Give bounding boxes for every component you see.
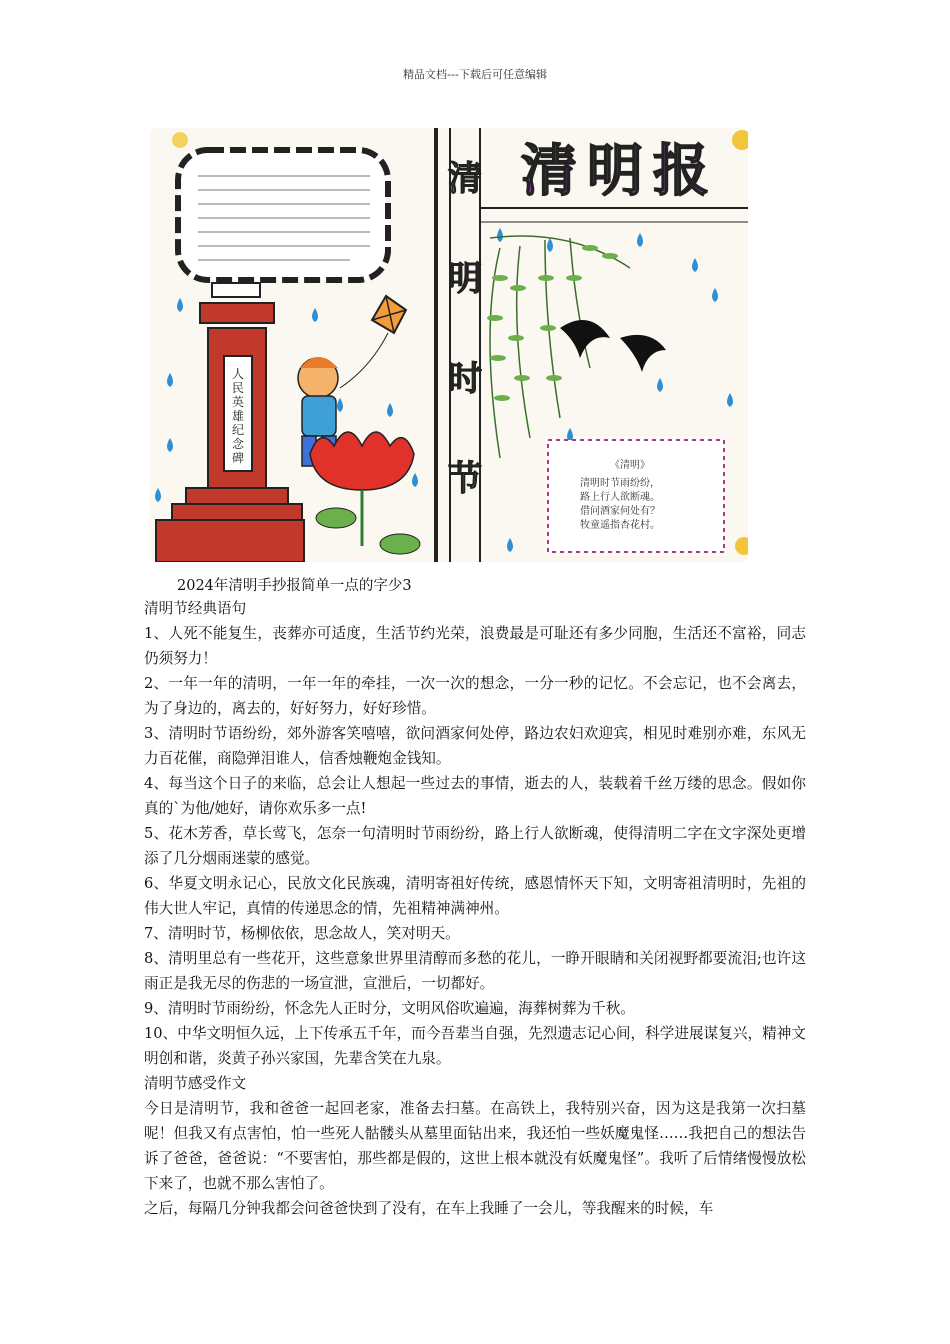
- paragraph: 9、清明时节雨纷纷，怀念先人正时分，文明风俗吹遍遍，海葬树葬为千秋。: [144, 1000, 635, 1017]
- monument-char: 碑: [231, 451, 245, 465]
- paragraph: 10、中华文明恒久远，上下传承五千年，而今吾辈当自强，先烈遗志记心间，科学进展谋复兴，精神文明创和谐，炎黄子孙兴家国，先辈含笑在九泉。: [144, 1025, 806, 1067]
- monument-char: 民: [231, 381, 245, 395]
- monument-char: 人: [231, 367, 245, 381]
- poem-title: 《清明》: [610, 460, 650, 471]
- monument-char: 纪: [231, 423, 245, 437]
- monument-char: 念: [231, 437, 245, 451]
- vertical-title-char: 时: [448, 359, 482, 399]
- article-body: [144, 596, 806, 1221]
- paragraph: 5、花木芳香，草长莺飞，怎奈一句清明时节雨纷纷，路上行人欲断魂，使得清明二字在文字深处更增添了几分烟雨迷蒙的感觉。: [144, 825, 806, 867]
- paragraph: 7、清明时节，杨柳依依，思念故人，笑对明天。: [144, 925, 460, 942]
- vertical-title-char: 清: [448, 159, 482, 199]
- paragraph: 3、清明时节语纷纷，郊外游客笑嘻嘻，欲问酒家何处停，路边农妇欢迎宾，相见时难别亦难，东风无力百花催，商隐弹泪谁人，信香烛鞭炮金钱知。: [144, 725, 806, 767]
- vertical-title-char: 节: [448, 459, 482, 499]
- poem-line: 清明时节雨纷纷，: [580, 478, 660, 489]
- page-header: 精品文档---下载后可任意编辑: [403, 68, 547, 81]
- section-heading: 清明节经典语句: [144, 600, 247, 617]
- paragraph: 8、清明里总有一些花开，这些意象世界里清醇而多愁的花儿，一睁开眼睛和关闭视野都要流泪;也许这雨正是我无尽的伤悲的一场宣泄，宣泄后，一切都好。: [144, 950, 806, 992]
- poem-line: 牧童遥指杏花村。: [580, 520, 660, 531]
- paragraph: 4、每当这个日子的来临，总会让人想起一些过去的事情，逝去的人，装载着千丝万缕的思念。假如你真的`为他/她好，请你欢乐多一点!: [144, 775, 806, 817]
- paragraph: 2、一年一年的清明，一年一年的牵挂，一次一次的想念，一分一秒的记忆。不会忘记，也不会离去，为了身边的，离去的，好好努力，好好珍惜。: [144, 675, 806, 717]
- paragraph: 6、华夏文明永记心，民放文化民族魂，清明寄祖好传统，感恩情怀天下知，文明寄祖清明时，先祖的伟大世人牢记，真情的传递思念的情，先祖精神满神州。: [144, 875, 806, 917]
- paragraph: 1、人死不能复生，丧葬亦可适度，生活节约光荣，浪费最是可耻还有多少同胞，生活还不富裕，同志仍须努力！: [144, 625, 806, 667]
- handwritten-poster-image: [150, 128, 748, 562]
- poem-line: 借问酒家何处有？: [580, 506, 660, 517]
- poster-title: 清明报: [521, 139, 719, 204]
- section-heading: 清明节感受作文: [144, 1075, 247, 1092]
- paragraph: 之后，每隔几分钟我都会问爸爸快到了没有，在车上我睡了一会儿，等我醒来的时候，车: [144, 1200, 714, 1217]
- monument-char: 雄: [231, 409, 245, 423]
- image-caption: 2024年清明手抄报简单一点的字少3: [177, 578, 412, 594]
- poem-line: 路上行人欲断魂。: [580, 492, 660, 503]
- paragraph: 今日是清明节，我和爸爸一起回老家，准备去扫墓。在高铁上，我特别兴奋，因为这是我第一次扫墓呢！但我又有点害怕，怕一些死人骷髅头从墓里面钻出来，我还怕一些妖魔鬼怪……我把自己的想法告诉了爸爸，爸爸说：“不要害怕，那些都是假的，这世上根本就没有妖魔鬼怪”。我听了后情绪慢慢放松下来了，也就不那么害怕了。: [144, 1100, 806, 1192]
- monument-char: 英: [231, 395, 245, 409]
- vertical-title-char: 明: [448, 259, 482, 299]
- text-cloud-panel: [178, 150, 388, 280]
